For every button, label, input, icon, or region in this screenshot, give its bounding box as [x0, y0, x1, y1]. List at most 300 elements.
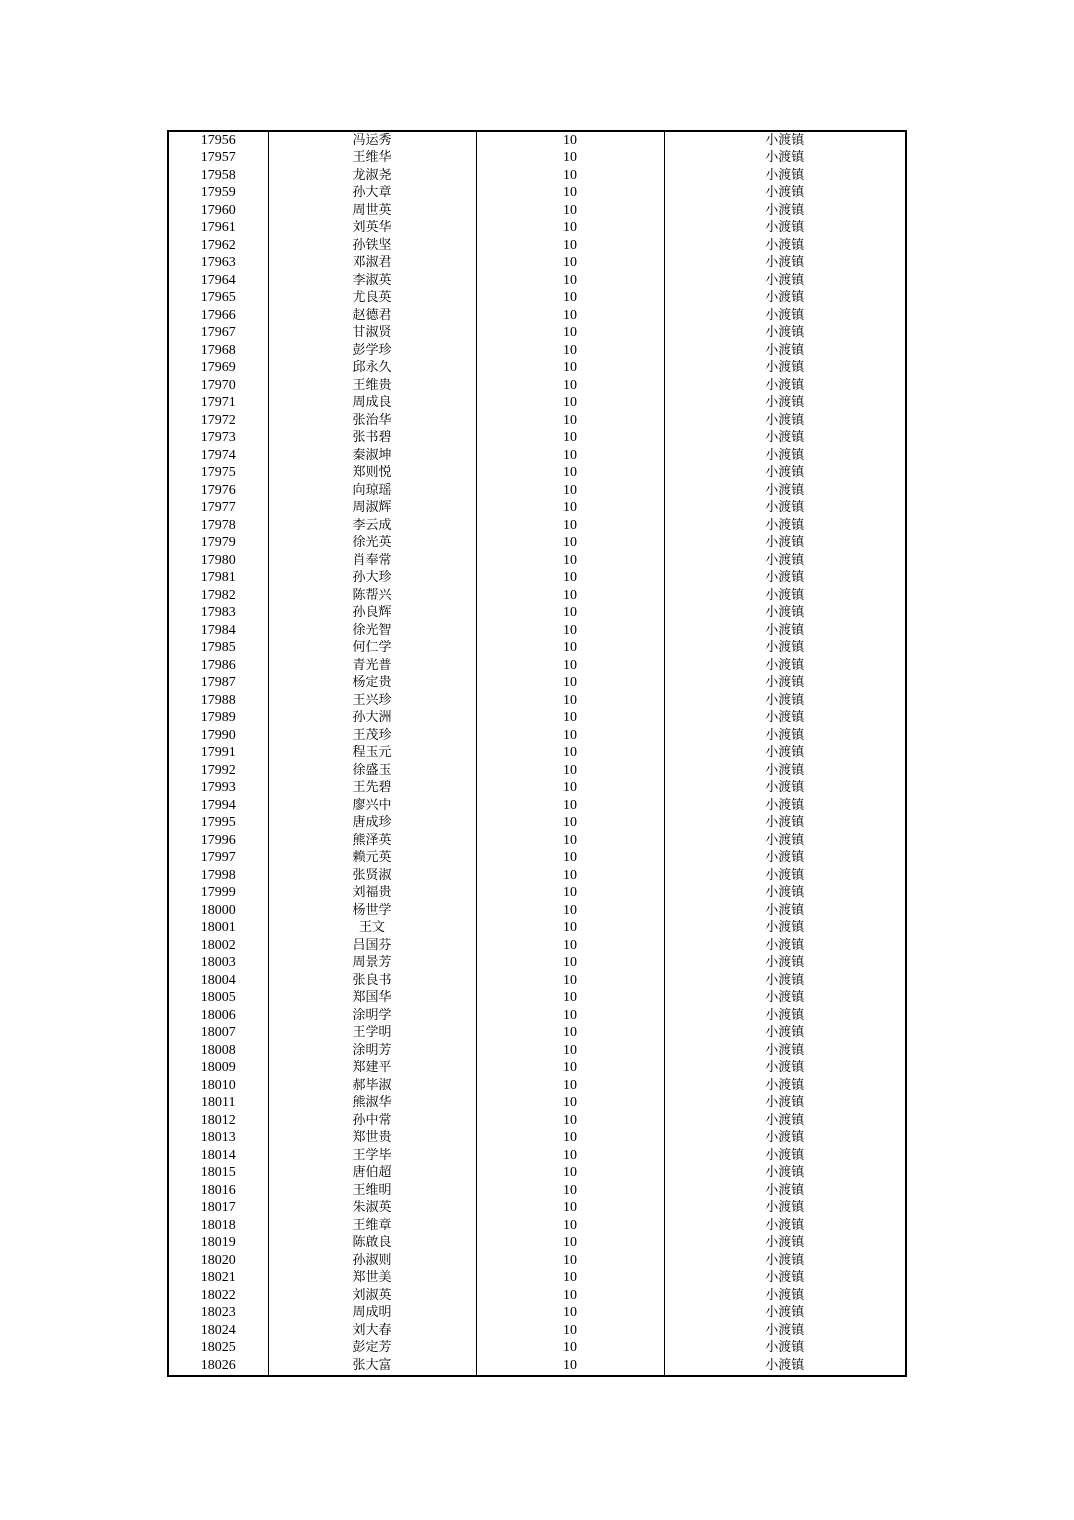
cell-amount: 10	[476, 570, 664, 588]
cell-serial-number: 18023	[168, 1305, 268, 1323]
cell-town: 小渡镇	[664, 622, 906, 640]
cell-serial-number: 18003	[168, 955, 268, 973]
table-row	[168, 797, 906, 815]
cell-town: 小渡镇	[664, 1147, 906, 1165]
cell-amount: 10	[476, 902, 664, 920]
cell-town: 小渡镇	[664, 552, 906, 570]
cell-amount: 10	[476, 710, 664, 728]
cell-serial-number: 18009	[168, 1060, 268, 1078]
cell-serial-number: 17972	[168, 412, 268, 430]
cell-serial-number: 18002	[168, 937, 268, 955]
cell-amount: 10	[476, 622, 664, 640]
cell-amount: 10	[476, 587, 664, 605]
cell-serial-number: 17986	[168, 657, 268, 675]
cell-town: 小渡镇	[664, 850, 906, 868]
cell-amount: 10	[476, 307, 664, 325]
table-row	[168, 640, 906, 658]
cell-serial-number: 18026	[168, 1357, 268, 1376]
cell-person-name: 张良书	[268, 972, 476, 990]
cell-town: 小渡镇	[664, 1270, 906, 1288]
cell-town: 小渡镇	[664, 587, 906, 605]
cell-town: 小渡镇	[664, 657, 906, 675]
cell-serial-number: 18024	[168, 1322, 268, 1340]
cell-serial-number: 17978	[168, 517, 268, 535]
cell-serial-number: 17957	[168, 150, 268, 168]
cell-town: 小渡镇	[664, 237, 906, 255]
table-row	[168, 255, 906, 273]
cell-town: 小渡镇	[664, 342, 906, 360]
cell-person-name: 孙大洲	[268, 710, 476, 728]
cell-serial-number: 17963	[168, 255, 268, 273]
table-row	[168, 325, 906, 343]
cell-town: 小渡镇	[664, 727, 906, 745]
cell-person-name: 王维章	[268, 1217, 476, 1235]
cell-serial-number: 17969	[168, 360, 268, 378]
table-row	[168, 360, 906, 378]
cell-person-name: 李云成	[268, 517, 476, 535]
table-row	[168, 692, 906, 710]
cell-serial-number: 17995	[168, 815, 268, 833]
cell-amount: 10	[476, 955, 664, 973]
cell-person-name: 邱永久	[268, 360, 476, 378]
cell-serial-number: 17961	[168, 220, 268, 238]
cell-serial-number: 18012	[168, 1112, 268, 1130]
cell-town: 小渡镇	[664, 815, 906, 833]
cell-amount: 10	[476, 255, 664, 273]
cell-town: 小渡镇	[664, 1095, 906, 1113]
cell-serial-number: 17977	[168, 500, 268, 518]
cell-amount: 10	[476, 1357, 664, 1376]
table-row	[168, 1060, 906, 1078]
cell-town: 小渡镇	[664, 640, 906, 658]
cell-amount: 10	[476, 1025, 664, 1043]
cell-person-name: 王学明	[268, 1025, 476, 1043]
table-row	[168, 570, 906, 588]
cell-person-name: 廖兴中	[268, 797, 476, 815]
cell-serial-number: 17980	[168, 552, 268, 570]
cell-person-name: 王维华	[268, 150, 476, 168]
cell-serial-number: 18016	[168, 1182, 268, 1200]
cell-person-name: 尤良英	[268, 290, 476, 308]
table-row	[168, 1270, 906, 1288]
table-row	[168, 955, 906, 973]
cell-serial-number: 17999	[168, 885, 268, 903]
cell-amount: 10	[476, 535, 664, 553]
cell-serial-number: 17967	[168, 325, 268, 343]
cell-town: 小渡镇	[664, 1252, 906, 1270]
cell-person-name: 张贤淑	[268, 867, 476, 885]
cell-person-name: 周景芳	[268, 955, 476, 973]
cell-town: 小渡镇	[664, 1287, 906, 1305]
cell-amount: 10	[476, 500, 664, 518]
cell-serial-number: 17974	[168, 447, 268, 465]
cell-amount: 10	[476, 167, 664, 185]
cell-person-name: 郑世贵	[268, 1130, 476, 1148]
cell-serial-number: 17993	[168, 780, 268, 798]
cell-amount: 10	[476, 1270, 664, 1288]
table-row	[168, 430, 906, 448]
cell-amount: 10	[476, 1042, 664, 1060]
cell-amount: 10	[476, 780, 664, 798]
table-row	[168, 1025, 906, 1043]
cell-amount: 10	[476, 482, 664, 500]
table-row	[168, 395, 906, 413]
cell-serial-number: 18011	[168, 1095, 268, 1113]
cell-town: 小渡镇	[664, 482, 906, 500]
cell-person-name: 王先碧	[268, 780, 476, 798]
cell-serial-number: 17959	[168, 185, 268, 203]
table-row	[168, 150, 906, 168]
cell-person-name: 徐光英	[268, 535, 476, 553]
table-row	[168, 202, 906, 220]
cell-amount: 10	[476, 692, 664, 710]
cell-person-name: 刘英华	[268, 220, 476, 238]
roster-table-body	[168, 131, 906, 1376]
cell-amount: 10	[476, 290, 664, 308]
cell-serial-number: 17966	[168, 307, 268, 325]
table-row	[168, 657, 906, 675]
cell-town: 小渡镇	[664, 832, 906, 850]
cell-town: 小渡镇	[664, 465, 906, 483]
cell-serial-number: 18015	[168, 1165, 268, 1183]
cell-person-name: 周世英	[268, 202, 476, 220]
table-row	[168, 1182, 906, 1200]
cell-amount: 10	[476, 552, 664, 570]
cell-amount: 10	[476, 185, 664, 203]
cell-person-name: 龙淑尧	[268, 167, 476, 185]
cell-town: 小渡镇	[664, 360, 906, 378]
table-row	[168, 535, 906, 553]
cell-town: 小渡镇	[664, 990, 906, 1008]
table-row	[168, 1147, 906, 1165]
table-row	[168, 1077, 906, 1095]
table-row	[168, 937, 906, 955]
cell-amount: 10	[476, 1095, 664, 1113]
table-row	[168, 850, 906, 868]
table-row	[168, 1235, 906, 1253]
cell-town: 小渡镇	[664, 955, 906, 973]
cell-person-name: 王学毕	[268, 1147, 476, 1165]
cell-amount: 10	[476, 605, 664, 623]
table-row	[168, 990, 906, 1008]
table-row	[168, 185, 906, 203]
cell-serial-number: 18007	[168, 1025, 268, 1043]
cell-amount: 10	[476, 412, 664, 430]
cell-amount: 10	[476, 990, 664, 1008]
cell-person-name: 孙良辉	[268, 605, 476, 623]
table-row	[168, 1322, 906, 1340]
cell-amount: 10	[476, 1130, 664, 1148]
cell-amount: 10	[476, 1112, 664, 1130]
cell-person-name: 涂明学	[268, 1007, 476, 1025]
cell-person-name: 郑建平	[268, 1060, 476, 1078]
cell-person-name: 刘淑英	[268, 1287, 476, 1305]
table-row	[168, 167, 906, 185]
cell-serial-number: 18019	[168, 1235, 268, 1253]
table-row	[168, 675, 906, 693]
cell-person-name: 刘福贵	[268, 885, 476, 903]
table-row	[168, 290, 906, 308]
cell-serial-number: 17981	[168, 570, 268, 588]
cell-serial-number: 17979	[168, 535, 268, 553]
cell-person-name: 郝毕淑	[268, 1077, 476, 1095]
cell-serial-number: 17985	[168, 640, 268, 658]
cell-person-name: 周成明	[268, 1305, 476, 1323]
table-row	[168, 1287, 906, 1305]
cell-amount: 10	[476, 1147, 664, 1165]
cell-serial-number: 17998	[168, 867, 268, 885]
table-row	[168, 622, 906, 640]
cell-amount: 10	[476, 675, 664, 693]
cell-town: 小渡镇	[664, 500, 906, 518]
cell-town: 小渡镇	[664, 1025, 906, 1043]
cell-serial-number: 17975	[168, 465, 268, 483]
cell-town: 小渡镇	[664, 605, 906, 623]
cell-amount: 10	[476, 325, 664, 343]
cell-serial-number: 17997	[168, 850, 268, 868]
cell-serial-number: 18006	[168, 1007, 268, 1025]
cell-person-name: 彭学珍	[268, 342, 476, 360]
cell-amount: 10	[476, 342, 664, 360]
cell-amount: 10	[476, 815, 664, 833]
cell-town: 小渡镇	[664, 920, 906, 938]
table-row	[168, 552, 906, 570]
cell-amount: 10	[476, 1200, 664, 1218]
cell-person-name: 孙大章	[268, 185, 476, 203]
cell-amount: 10	[476, 1165, 664, 1183]
cell-person-name: 周成良	[268, 395, 476, 413]
cell-amount: 10	[476, 1287, 664, 1305]
cell-town: 小渡镇	[664, 972, 906, 990]
cell-serial-number: 17990	[168, 727, 268, 745]
cell-amount: 10	[476, 131, 664, 150]
cell-serial-number: 17989	[168, 710, 268, 728]
cell-person-name: 吕国芬	[268, 937, 476, 955]
cell-town: 小渡镇	[664, 675, 906, 693]
cell-serial-number: 17956	[168, 131, 268, 150]
table-row	[168, 1130, 906, 1148]
roster-table	[167, 130, 907, 1377]
cell-serial-number: 18008	[168, 1042, 268, 1060]
table-row	[168, 762, 906, 780]
table-row	[168, 500, 906, 518]
cell-person-name: 冯运秀	[268, 131, 476, 150]
cell-amount: 10	[476, 272, 664, 290]
table-row	[168, 727, 906, 745]
cell-amount: 10	[476, 867, 664, 885]
cell-town: 小渡镇	[664, 867, 906, 885]
cell-serial-number: 18001	[168, 920, 268, 938]
cell-person-name: 甘淑贤	[268, 325, 476, 343]
table-row	[168, 1217, 906, 1235]
cell-serial-number: 18017	[168, 1200, 268, 1218]
cell-person-name: 徐光智	[268, 622, 476, 640]
cell-town: 小渡镇	[664, 167, 906, 185]
cell-person-name: 孙淑则	[268, 1252, 476, 1270]
table-row	[168, 465, 906, 483]
cell-person-name: 杨定贵	[268, 675, 476, 693]
cell-town: 小渡镇	[664, 570, 906, 588]
cell-town: 小渡镇	[664, 325, 906, 343]
cell-town: 小渡镇	[664, 150, 906, 168]
cell-person-name: 徐盛玉	[268, 762, 476, 780]
cell-town: 小渡镇	[664, 307, 906, 325]
cell-amount: 10	[476, 220, 664, 238]
table-row	[168, 605, 906, 623]
table-row	[168, 131, 906, 150]
cell-serial-number: 18013	[168, 1130, 268, 1148]
cell-town: 小渡镇	[664, 692, 906, 710]
cell-serial-number: 17973	[168, 430, 268, 448]
cell-person-name: 肖奉常	[268, 552, 476, 570]
cell-town: 小渡镇	[664, 937, 906, 955]
table-row	[168, 1305, 906, 1323]
cell-town: 小渡镇	[664, 780, 906, 798]
table-row	[168, 482, 906, 500]
cell-serial-number: 17991	[168, 745, 268, 763]
cell-person-name: 陈帮兴	[268, 587, 476, 605]
table-row	[168, 307, 906, 325]
cell-person-name: 唐伯超	[268, 1165, 476, 1183]
table-row	[168, 1340, 906, 1358]
cell-serial-number: 17976	[168, 482, 268, 500]
cell-amount: 10	[476, 377, 664, 395]
cell-amount: 10	[476, 1182, 664, 1200]
table-row	[168, 1095, 906, 1113]
cell-amount: 10	[476, 517, 664, 535]
cell-person-name: 向琼瑶	[268, 482, 476, 500]
cell-serial-number: 18018	[168, 1217, 268, 1235]
cell-town: 小渡镇	[664, 395, 906, 413]
cell-town: 小渡镇	[664, 290, 906, 308]
table-row	[168, 867, 906, 885]
cell-serial-number: 18005	[168, 990, 268, 1008]
table-row	[168, 220, 906, 238]
cell-person-name: 郑则悦	[268, 465, 476, 483]
cell-amount: 10	[476, 1077, 664, 1095]
cell-serial-number: 18021	[168, 1270, 268, 1288]
table-row	[168, 885, 906, 903]
table-row	[168, 412, 906, 430]
table-row	[168, 1112, 906, 1130]
cell-town: 小渡镇	[664, 447, 906, 465]
cell-amount: 10	[476, 447, 664, 465]
cell-amount: 10	[476, 150, 664, 168]
table-row	[168, 832, 906, 850]
cell-person-name: 李淑英	[268, 272, 476, 290]
cell-town: 小渡镇	[664, 797, 906, 815]
cell-town: 小渡镇	[664, 1357, 906, 1376]
cell-person-name: 王兴珍	[268, 692, 476, 710]
table-row	[168, 237, 906, 255]
cell-amount: 10	[476, 832, 664, 850]
cell-amount: 10	[476, 1235, 664, 1253]
cell-serial-number: 18020	[168, 1252, 268, 1270]
cell-serial-number: 17968	[168, 342, 268, 360]
cell-person-name: 王茂珍	[268, 727, 476, 745]
cell-amount: 10	[476, 745, 664, 763]
cell-serial-number: 17964	[168, 272, 268, 290]
cell-town: 小渡镇	[664, 1130, 906, 1148]
cell-person-name: 王维贵	[268, 377, 476, 395]
table-row	[168, 1007, 906, 1025]
table-row	[168, 377, 906, 395]
table-row	[168, 710, 906, 728]
cell-person-name: 彭定芳	[268, 1340, 476, 1358]
table-row	[168, 920, 906, 938]
cell-amount: 10	[476, 920, 664, 938]
cell-amount: 10	[476, 762, 664, 780]
cell-town: 小渡镇	[664, 1322, 906, 1340]
cell-person-name: 朱淑英	[268, 1200, 476, 1218]
cell-town: 小渡镇	[664, 710, 906, 728]
cell-town: 小渡镇	[664, 272, 906, 290]
table-row	[168, 1200, 906, 1218]
cell-person-name: 秦淑坤	[268, 447, 476, 465]
cell-town: 小渡镇	[664, 131, 906, 150]
cell-town: 小渡镇	[664, 1182, 906, 1200]
cell-town: 小渡镇	[664, 1007, 906, 1025]
cell-serial-number: 17970	[168, 377, 268, 395]
cell-amount: 10	[476, 395, 664, 413]
cell-serial-number: 17982	[168, 587, 268, 605]
cell-person-name: 何仁学	[268, 640, 476, 658]
cell-town: 小渡镇	[664, 535, 906, 553]
table-row	[168, 587, 906, 605]
table-row	[168, 745, 906, 763]
table-row	[168, 1357, 906, 1376]
table-row	[168, 972, 906, 990]
cell-town: 小渡镇	[664, 1077, 906, 1095]
cell-person-name: 郑世美	[268, 1270, 476, 1288]
cell-person-name: 程玉元	[268, 745, 476, 763]
cell-town: 小渡镇	[664, 430, 906, 448]
cell-town: 小渡镇	[664, 762, 906, 780]
cell-person-name: 熊泽英	[268, 832, 476, 850]
cell-person-name: 涂明芳	[268, 1042, 476, 1060]
cell-serial-number: 17984	[168, 622, 268, 640]
cell-serial-number: 18025	[168, 1340, 268, 1358]
cell-town: 小渡镇	[664, 745, 906, 763]
cell-person-name: 青光普	[268, 657, 476, 675]
cell-amount: 10	[476, 1322, 664, 1340]
cell-person-name: 孙中常	[268, 1112, 476, 1130]
table-row	[168, 1165, 906, 1183]
cell-amount: 10	[476, 430, 664, 448]
table-row	[168, 272, 906, 290]
cell-amount: 10	[476, 465, 664, 483]
table-row	[168, 342, 906, 360]
cell-amount: 10	[476, 360, 664, 378]
cell-serial-number: 17994	[168, 797, 268, 815]
cell-town: 小渡镇	[664, 902, 906, 920]
cell-amount: 10	[476, 657, 664, 675]
cell-serial-number: 18000	[168, 902, 268, 920]
cell-town: 小渡镇	[664, 377, 906, 395]
cell-person-name: 张大富	[268, 1357, 476, 1376]
cell-serial-number: 17962	[168, 237, 268, 255]
table-row	[168, 1252, 906, 1270]
cell-amount: 10	[476, 1007, 664, 1025]
cell-town: 小渡镇	[664, 1060, 906, 1078]
cell-town: 小渡镇	[664, 1340, 906, 1358]
cell-person-name: 张治华	[268, 412, 476, 430]
cell-town: 小渡镇	[664, 220, 906, 238]
cell-person-name: 郑国华	[268, 990, 476, 1008]
cell-town: 小渡镇	[664, 1112, 906, 1130]
table-row	[168, 815, 906, 833]
cell-amount: 10	[476, 202, 664, 220]
